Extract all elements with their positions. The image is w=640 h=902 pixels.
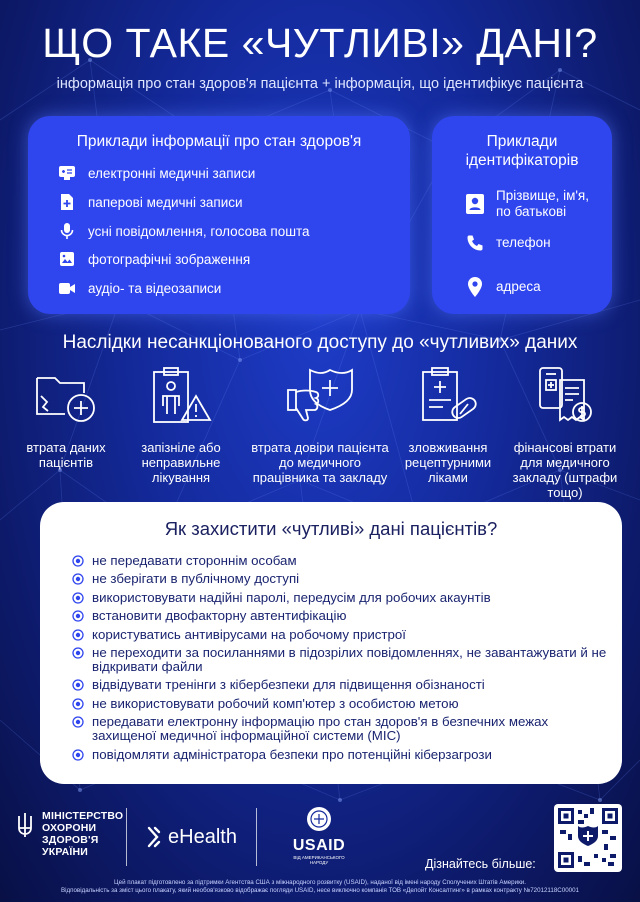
- tip-label: передавати електронну інформацію про стан здоров'я в безпечних межах захищеної медичної інформаційної системи (МІС): [92, 714, 549, 744]
- tip-label: використовувати надійні паролі, передусім для робочих акаунтів: [92, 589, 491, 605]
- tip-label: повідомляти адміністратора безпеки про потенційні кіберзагрози: [92, 746, 492, 762]
- phone-icon: [464, 232, 486, 254]
- usaid-wordmark: USAID: [292, 837, 346, 854]
- consequence-item: [246, 366, 394, 485]
- id-card-title: Приклади ідентифікаторів: [465, 133, 579, 169]
- health-item: [58, 279, 221, 297]
- thumbs-down-icon: [282, 366, 358, 426]
- tip-item: [72, 646, 612, 674]
- tip-item: [72, 628, 612, 642]
- page-subtitle: інформація про стан здоров'я пацієнта + інформація, що ідентифікує пацієнта: [56, 76, 584, 92]
- bullet-icon: [72, 679, 84, 691]
- ehealth-logo-icon: [145, 826, 163, 848]
- tip-item: [72, 609, 612, 623]
- protection-title: Як захистити «чутливі» дані пацієнтів?: [164, 518, 498, 539]
- bullet-icon: [72, 555, 84, 567]
- consequence-label: втрата даних пацієнтів: [26, 440, 106, 470]
- tip-label: користуватись антивірусами на робочому пристрої: [92, 626, 406, 642]
- health-item: [58, 193, 243, 211]
- id-item: [464, 276, 541, 298]
- health-card-title: Приклади інформації про стан здоров'я: [76, 133, 362, 150]
- tip-label: не переходити за посиланнями в підозрілих повідомленнях, не завантажувати й не відкривати файли: [92, 644, 607, 674]
- tip-item: [72, 748, 612, 762]
- microphone-icon: [58, 222, 76, 240]
- health-item: [58, 164, 255, 182]
- tip-label: не використовувати робочий комп'ютер з особистою метою: [92, 695, 459, 711]
- location-pin-icon: [464, 276, 486, 298]
- qr-code-icon: [554, 804, 622, 872]
- protection-card: [40, 502, 622, 784]
- folder-plus-icon: [33, 366, 99, 426]
- id-item: [464, 188, 596, 220]
- tip-item: [72, 715, 612, 743]
- health-item-label: аудіо- та відеозаписи: [88, 280, 222, 296]
- id-item-label: телефон: [496, 235, 551, 250]
- consequence-label: фінансові втрати для медичного закладу (штрафи тощо): [512, 440, 618, 500]
- footer-divider: [256, 808, 257, 866]
- bullet-icon: [72, 716, 84, 728]
- id-item-label: Прізвище, ім'я, по батькові: [496, 188, 589, 219]
- bullet-icon: [72, 610, 84, 622]
- consequence-item: [400, 366, 496, 485]
- consequence-item: [18, 366, 114, 470]
- health-item: [58, 250, 250, 268]
- learn-more-label: Дізнайтесь більше:: [425, 857, 536, 871]
- consequence-label: втрата довіри пацієнта до медичного працівника та закладу: [251, 440, 389, 485]
- tip-item: [72, 697, 612, 711]
- trident-icon: [16, 812, 34, 838]
- usaid-logo: [290, 806, 348, 865]
- usaid-tagline: ВІД АМЕРИКАНСЬКОГО НАРОДУ: [293, 855, 345, 865]
- consequence-label: запізніле або неправильне лікування: [141, 440, 221, 485]
- video-camera-icon: [58, 279, 76, 297]
- bullet-icon: [72, 698, 84, 710]
- consequence-label: зловживання рецептурними ліками: [404, 440, 492, 485]
- page-title: ЩО ТАКЕ «ЧУТЛИВІ» ДАНІ?: [42, 20, 598, 66]
- health-item-label: усні повідомлення, голосова пошта: [88, 223, 310, 239]
- document-plus-icon: [58, 193, 76, 211]
- receipt-dollar-icon: [532, 366, 598, 426]
- tip-item: [72, 554, 612, 568]
- image-icon: [58, 250, 76, 268]
- usaid-seal-icon: [306, 806, 332, 832]
- disclaimer: Цей плакат підготовлено за підтримки Агентства США з міжнародного розвитку (USAID), наданої від імені народу Сполучених Штатів Америки. Відповідальність за зміст цього плакату, який необов'язково відображає погляди USAID, несе виключно компанія ТОВ «Делойт Консалтинг» в рамках контракту №72012118C00001: [61, 879, 579, 894]
- health-item-label: фотографічні зображення: [88, 251, 251, 267]
- tip-label: відвідувати тренінги з кібербезпеки для підвищення обізнаності: [92, 677, 485, 693]
- consequence-item: [126, 366, 236, 485]
- consequence-item: [506, 366, 624, 500]
- qr-code[interactable]: [554, 804, 622, 872]
- tip-item: [72, 572, 612, 586]
- footer-divider: [126, 808, 127, 866]
- bullet-icon: [72, 573, 84, 585]
- tip-item: [72, 678, 612, 692]
- health-item: [58, 222, 310, 240]
- tip-item: [72, 591, 612, 605]
- consequences-title: Наслідки несанкціонованого доступу до «чутливих» даних: [62, 332, 578, 353]
- prescription-pill-icon: [415, 366, 481, 426]
- tip-label: встановити двофакторну автентифікацію: [92, 608, 347, 624]
- bullet-icon: [72, 629, 84, 641]
- identifiers-card: [432, 116, 612, 314]
- ehealth-logo: eHealth: [168, 826, 237, 848]
- id-item: [464, 232, 551, 254]
- bullet-icon: [72, 749, 84, 761]
- health-info-card: [28, 116, 410, 314]
- health-item-label: паперові медичні записи: [88, 194, 243, 210]
- ministry-logo-text: МІНІСТЕРСТВО ОХОРОНИ ЗДОРОВ'Я УКРАЇНИ: [42, 810, 124, 858]
- tip-label: не передавати стороннім особам: [92, 553, 297, 568]
- bullet-icon: [72, 592, 84, 604]
- contact-card-icon: [464, 193, 486, 215]
- id-item-label: адреса: [496, 279, 541, 294]
- tips-list: [72, 554, 612, 766]
- patient-warning-icon: [148, 366, 214, 426]
- bullet-icon: [72, 647, 84, 659]
- health-item-label: електронні медичні записи: [88, 165, 256, 181]
- medical-record-icon: [58, 164, 76, 182]
- tip-label: не зберігати в публічному доступі: [92, 571, 300, 587]
